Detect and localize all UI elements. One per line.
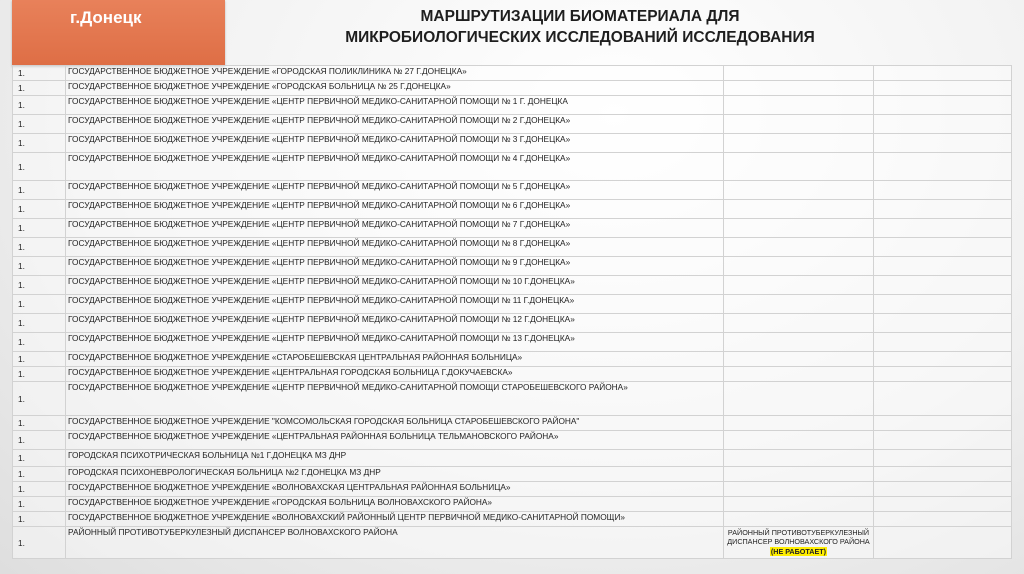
- institution-name-cell: ГОСУДАРСТВЕННОЕ БЮДЖЕТНОЕ УЧРЕЖДЕНИЕ «ЦЕНТРАЛЬНАЯ РАЙОННАЯ БОЛЬНИЦА ТЕЛЬМАНОВСКОГО РАЙОНА»: [66, 431, 724, 450]
- institution-name-cell: ГОСУДАРСТВЕННОЕ БЮДЖЕТНОЕ УЧРЕЖДЕНИЕ «ЦЕНТР ПЕРВИЧНОЙ МЕДИКО-САНИТАРНОЙ ПОМОЩИ № 4 Г.ДОНЕЦКА»: [66, 153, 724, 181]
- table-row: [13, 416, 1012, 431]
- institution-name-cell: ГОСУДАРСТВЕННОЕ БЮДЖЕТНОЕ УЧРЕЖДЕНИЕ «ЦЕНТР ПЕРВИЧНОЙ МЕДИКО-САНИТАРНОЙ ПОМОЩИ № 6 Г.ДОНЕЦКА»: [66, 200, 724, 219]
- table-row: [13, 352, 1012, 367]
- extra-cell: [874, 382, 1012, 416]
- institution-name-cell: ГОСУДАРСТВЕННОЕ БЮДЖЕТНОЕ УЧРЕЖДЕНИЕ «ЦЕНТР ПЕРВИЧНОЙ МЕДИКО-САНИТАРНОЙ ПОМОЩИ № 1 Г. ДОНЕЦКА: [66, 96, 724, 115]
- institution-name-cell: ГОСУДАРСТВЕННОЕ БЮДЖЕТНОЕ УЧРЕЖДЕНИЕ «ЦЕНТР ПЕРВИЧНОЙ МЕДИКО-САНИТАРНОЙ ПОМОЩИ № 2 Г.ДОНЕЦКА»: [66, 115, 724, 134]
- row-number: 1.: [18, 393, 25, 404]
- row-number-cell: [13, 333, 66, 352]
- table-row: [13, 153, 1012, 181]
- routing-cell: [724, 295, 874, 314]
- row-number-cell: [13, 115, 66, 134]
- routing-cell: [724, 219, 874, 238]
- table-row: [13, 96, 1012, 115]
- institution-name-cell: ГОРОДСКАЯ ПСИХОТРИЧЕСКАЯ БОЛЬНИЦА №1 Г.ДОНЕЦКА МЗ ДНР: [66, 450, 724, 467]
- row-number: 1.: [18, 119, 25, 129]
- extra-cell: [874, 115, 1012, 134]
- table-row: [13, 450, 1012, 467]
- institution-name-cell: ГОСУДАРСТВЕННОЕ БЮДЖЕТНОЕ УЧРЕЖДЕНИЕ «ГОРОДСКАЯ БОЛЬНИЦА № 25 Г.ДОНЕЦКА»: [66, 81, 724, 96]
- routing-cell: [724, 153, 874, 181]
- row-number: 1.: [18, 318, 25, 328]
- institution-name-cell: ГОСУДАРСТВЕННОЕ БЮДЖЕТНОЕ УЧРЕЖДЕНИЕ «ЦЕНТР ПЕРВИЧНОЙ МЕДИКО-САНИТАРНОЙ ПОМОЩИ № 13 Г.ДОНЕЦКА»: [66, 333, 724, 352]
- table-row: [13, 219, 1012, 238]
- routing-table: [12, 65, 1012, 559]
- extra-cell: [874, 153, 1012, 181]
- row-number: 1.: [18, 299, 25, 309]
- row-number: 1.: [18, 453, 25, 463]
- row-number-cell: [13, 352, 66, 367]
- row-number-cell: [13, 257, 66, 276]
- extra-cell: [874, 416, 1012, 431]
- routing-cell: [724, 257, 874, 276]
- routing-cell: [724, 367, 874, 382]
- row-number-cell: [13, 181, 66, 200]
- page-title: [300, 6, 860, 48]
- institution-name-cell: ГОСУДАРСТВЕННОЕ БЮДЖЕТНОЕ УЧРЕЖДЕНИЕ «ЦЕНТР ПЕРВИЧНОЙ МЕДИКО-САНИТАРНОЙ ПОМОЩИ № 3 Г.ДОНЕЦКА»: [66, 134, 724, 153]
- row-number-cell: [13, 276, 66, 295]
- institution-name-cell: ГОСУДАРСТВЕННОЕ БЮДЖЕТНОЕ УЧРЕЖДЕНИЕ «ЦЕНТР ПЕРВИЧНОЙ МЕДИКО-САНИТАРНОЙ ПОМОЩИ № 7 Г.ДОНЕЦКА»: [66, 219, 724, 238]
- extra-cell: [874, 352, 1012, 367]
- row-number: 1.: [18, 68, 25, 78]
- row-number-cell: [13, 295, 66, 314]
- routing-cell: [724, 497, 874, 512]
- row-number-cell: [13, 450, 66, 467]
- routing-cell: [724, 512, 874, 527]
- row-number: 1.: [18, 185, 25, 195]
- row-number-cell: [13, 431, 66, 450]
- routing-cell: [724, 314, 874, 333]
- row-number: 1.: [18, 138, 25, 148]
- row-number: 1.: [18, 161, 25, 172]
- routing-cell: [724, 134, 874, 153]
- routing-cell: [724, 450, 874, 467]
- routing-cell: [724, 66, 874, 81]
- table-row: [13, 367, 1012, 382]
- city-label: г.Донецк: [70, 8, 142, 27]
- table-row: [13, 382, 1012, 416]
- extra-cell: [874, 333, 1012, 352]
- extra-cell: [874, 181, 1012, 200]
- table-row: [13, 257, 1012, 276]
- routing-table-body: [13, 66, 1012, 559]
- table-row: [13, 276, 1012, 295]
- routing-cell: [724, 238, 874, 257]
- institution-name-cell: ГОСУДАРСТВЕННОЕ БЮДЖЕТНОЕ УЧРЕЖДЕНИЕ «ЦЕНТР ПЕРВИЧНОЙ МЕДИКО-САНИТАРНОЙ ПОМОЩИ № 10 Г.ДОНЕЦКА»: [66, 276, 724, 295]
- institution-name-cell: ГОСУДАРСТВЕННОЕ БЮДЖЕТНОЕ УЧРЕЖДЕНИЕ «ГОРОДСКАЯ ПОЛИКЛИНИКА № 27 Г.ДОНЕЦКА»: [66, 66, 724, 81]
- extra-cell: [874, 467, 1012, 482]
- institution-name-cell: ГОСУДАРСТВЕННОЕ БЮДЖЕТНОЕ УЧРЕЖДЕНИЕ «СТАРОБЕШЕВСКАЯ ЦЕНТРАЛЬНАЯ РАЙОННАЯ БОЛЬНИЦА»: [66, 352, 724, 367]
- row-number: 1.: [18, 537, 25, 548]
- table-row: [13, 497, 1012, 512]
- table-row: [13, 431, 1012, 450]
- routing-cell: [724, 467, 874, 482]
- note-line-1: РАЙОННЫЙ ПРОТИВОТУБЕРКУЛЕЗНЫЙ: [727, 528, 870, 537]
- routing-cell: [724, 482, 874, 497]
- institution-name-cell: ГОСУДАРСТВЕННОЕ БЮДЖЕТНОЕ УЧРЕЖДЕНИЕ «ЦЕНТР ПЕРВИЧНОЙ МЕДИКО-САНИТАРНОЙ ПОМОЩИ № 12 Г.ДОНЕЦКА»: [66, 314, 724, 333]
- row-number: 1.: [18, 204, 25, 214]
- routing-cell: [724, 96, 874, 115]
- row-number-cell: [13, 96, 66, 115]
- routing-cell: [724, 333, 874, 352]
- row-number: 1.: [18, 280, 25, 290]
- routing-cell: [724, 416, 874, 431]
- row-number: 1.: [18, 223, 25, 233]
- title-line-1: МАРШРУТИЗАЦИИ БИОМАТЕРИАЛА ДЛЯ: [420, 8, 740, 25]
- institution-name-cell: ГОСУДАРСТВЕННОЕ БЮДЖЕТНОЕ УЧРЕЖДЕНИЕ «ВОЛНОВАХСКАЯ ЦЕНТРАЛЬНАЯ РАЙОННАЯ БОЛЬНИЦА»: [66, 482, 724, 497]
- row-number-cell: [13, 497, 66, 512]
- extra-cell: [874, 450, 1012, 467]
- table-row: [13, 181, 1012, 200]
- row-number: 1.: [18, 100, 25, 110]
- row-number-cell: [13, 153, 66, 181]
- extra-cell: [874, 527, 1012, 559]
- institution-name-cell: ГОСУДАРСТВЕННОЕ БЮДЖЕТНОЕ УЧРЕЖДЕНИЕ «ЦЕНТР ПЕРВИЧНОЙ МЕДИКО-САНИТАРНОЙ ПОМОЩИ № 9 Г.ДОНЕЦКА»: [66, 257, 724, 276]
- extra-cell: [874, 66, 1012, 81]
- extra-cell: [874, 512, 1012, 527]
- row-number: 1.: [18, 484, 25, 494]
- institution-name-cell: ГОСУДАРСТВЕННОЕ БЮДЖЕТНОЕ УЧРЕЖДЕНИЕ "КОМСОМОЛЬСКАЯ ГОРОДСКАЯ БОЛЬНИЦА СТАРОБЕШЕВСКОГО РАЙОНА": [66, 416, 724, 431]
- row-number: 1.: [18, 499, 25, 509]
- table-row: [13, 527, 1012, 559]
- institution-name-cell: ГОРОДСКАЯ ПСИХОНЕВРОЛОГИЧЕСКАЯ БОЛЬНИЦА №2 Г.ДОНЕЦКА МЗ ДНР: [66, 467, 724, 482]
- extra-cell: [874, 81, 1012, 96]
- row-number-cell: [13, 512, 66, 527]
- table-row: [13, 295, 1012, 314]
- row-number: 1.: [18, 354, 25, 364]
- extra-cell: [874, 96, 1012, 115]
- extra-cell: [874, 200, 1012, 219]
- institution-name-cell: ГОСУДАРСТВЕННОЕ БЮДЖЕТНОЕ УЧРЕЖДЕНИЕ «ЦЕНТР ПЕРВИЧНОЙ МЕДИКО-САНИТАРНОЙ ПОМОЩИ № 8 Г.ДОНЕЦКА»: [66, 238, 724, 257]
- row-number-cell: [13, 467, 66, 482]
- institution-name-cell: ГОСУДАРСТВЕННОЕ БЮДЖЕТНОЕ УЧРЕЖДЕНИЕ «ЦЕНТРАЛЬНАЯ ГОРОДСКАЯ БОЛЬНИЦА Г.ДОКУЧАЕВСКА»: [66, 367, 724, 382]
- table-row: [13, 314, 1012, 333]
- routing-cell: [724, 352, 874, 367]
- extra-cell: [874, 276, 1012, 295]
- row-number-cell: [13, 367, 66, 382]
- not-working-badge: (НЕ РАБОТАЕТ): [770, 547, 827, 556]
- row-number: 1.: [18, 261, 25, 271]
- institution-name-cell: ГОСУДАРСТВЕННОЕ БЮДЖЕТНОЕ УЧРЕЖДЕНИЕ «ЦЕНТР ПЕРВИЧНОЙ МЕДИКО-САНИТАРНОЙ ПОМОЩИ № 5 Г.ДОНЕЦКА»: [66, 181, 724, 200]
- extra-cell: [874, 238, 1012, 257]
- routing-cell: [724, 431, 874, 450]
- routing-cell: [724, 115, 874, 134]
- extra-cell: [874, 134, 1012, 153]
- extra-cell: [874, 314, 1012, 333]
- title-line-2: МИКРОБИОЛОГИЧЕСКИХ ИССЛЕДОВАНИЙ ИССЛЕДОВАНИЯ: [345, 29, 815, 46]
- institution-name-cell: ГОСУДАРСТВЕННОЕ БЮДЖЕТНОЕ УЧРЕЖДЕНИЕ «ЦЕНТР ПЕРВИЧНОЙ МЕДИКО-САНИТАРНОЙ ПОМОЩИ № 11 Г.ДОНЕЦКА»: [66, 295, 724, 314]
- institution-name-cell: ГОСУДАРСТВЕННОЕ БЮДЖЕТНОЕ УЧРЕЖДЕНИЕ «ГОРОДСКАЯ БОЛЬНИЦА ВОЛНОВАХСКОГО РАЙОНА»: [66, 497, 724, 512]
- table-row: [13, 115, 1012, 134]
- institution-name-cell: ГОСУДАРСТВЕННОЕ БЮДЖЕТНОЕ УЧРЕЖДЕНИЕ «ВОЛНОВАХСКИЙ РАЙОННЫЙ ЦЕНТР ПЕРВИЧНОЙ МЕДИКО-САНИТАРНОЙ ПОМОЩИ»: [66, 512, 724, 527]
- extra-cell: [874, 482, 1012, 497]
- row-number: 1.: [18, 83, 25, 93]
- table-row: [13, 467, 1012, 482]
- extra-cell: [874, 219, 1012, 238]
- extra-cell: [874, 431, 1012, 450]
- row-number-cell: [13, 134, 66, 153]
- institution-name-cell: РАЙОННЫЙ ПРОТИВОТУБЕРКУЛЕЗНЫЙ ДИСПАНСЕР ВОЛНОВАХСКОГО РАЙОНА: [66, 527, 724, 559]
- table-row: [13, 81, 1012, 96]
- row-number: 1.: [18, 469, 25, 479]
- routing-cell: [724, 181, 874, 200]
- row-number: 1.: [18, 514, 25, 524]
- row-number: 1.: [18, 418, 25, 428]
- table-row: [13, 482, 1012, 497]
- extra-cell: [874, 497, 1012, 512]
- table-row: [13, 66, 1012, 81]
- note-line-2: ДИСПАНСЕР ВОЛНОВАХСКОГО РАЙОНА: [727, 537, 870, 546]
- row-number: 1.: [18, 435, 25, 445]
- row-number-cell: [13, 66, 66, 81]
- row-number-cell: [13, 200, 66, 219]
- row-number-cell: [13, 482, 66, 497]
- row-number-cell: [13, 314, 66, 333]
- row-number-cell: [13, 382, 66, 416]
- table-row: [13, 200, 1012, 219]
- institution-name-cell: ГОСУДАРСТВЕННОЕ БЮДЖЕТНОЕ УЧРЕЖДЕНИЕ «ЦЕНТР ПЕРВИЧНОЙ МЕДИКО-САНИТАРНОЙ ПОМОЩИ СТАРОБЕШЕВСКОГО РАЙОНА»: [66, 382, 724, 416]
- routing-cell: [724, 382, 874, 416]
- table-row: [13, 333, 1012, 352]
- routing-cell: [724, 276, 874, 295]
- row-number-cell: [13, 238, 66, 257]
- routing-cell: [724, 527, 874, 559]
- table-row: [13, 238, 1012, 257]
- row-number-cell: [13, 81, 66, 96]
- row-number: 1.: [18, 369, 25, 379]
- row-number-cell: [13, 416, 66, 431]
- row-number: 1.: [18, 337, 25, 347]
- routing-cell: [724, 81, 874, 96]
- extra-cell: [874, 295, 1012, 314]
- extra-cell: [874, 257, 1012, 276]
- row-number-cell: [13, 219, 66, 238]
- city-header-box: [12, 0, 225, 66]
- table-row: [13, 134, 1012, 153]
- row-number: 1.: [18, 242, 25, 252]
- table-row: [13, 512, 1012, 527]
- extra-cell: [874, 367, 1012, 382]
- row-number-cell: [13, 527, 66, 559]
- routing-cell: [724, 200, 874, 219]
